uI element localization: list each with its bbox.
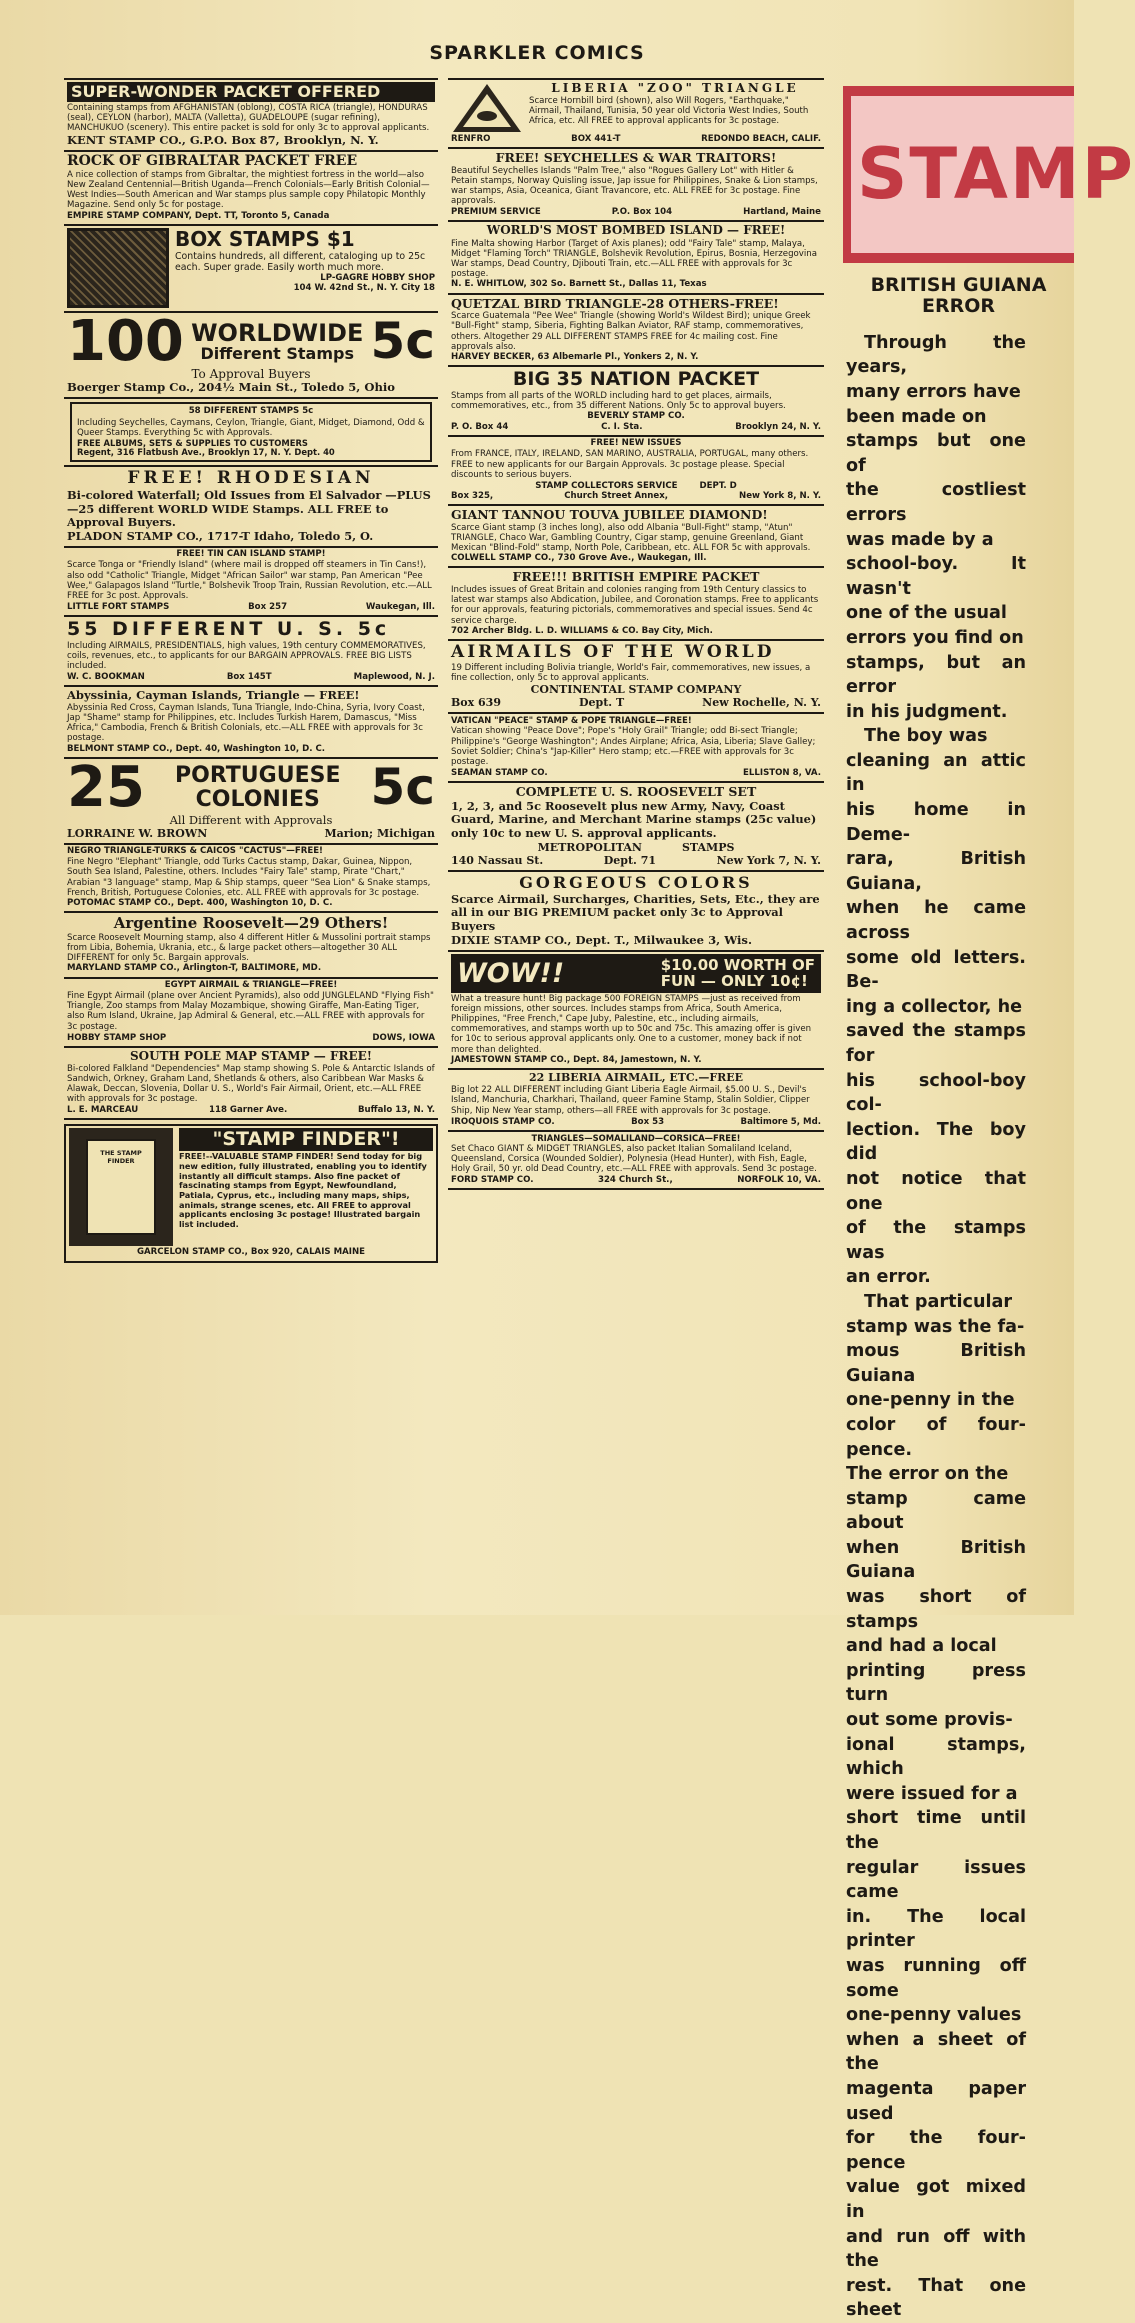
feature-text-line: lection. The boy did <box>846 1119 1026 1165</box>
price: 5c <box>370 757 435 816</box>
ad-title: ROCK OF GIBRALTAR PACKET FREE <box>67 152 358 169</box>
feature-text-line: magenta paper used <box>846 2078 1026 2124</box>
ad-footer <box>451 1117 821 1127</box>
ad-title: NEGRO TRIANGLE-TURKS & CAICOS "CACTUS"—FREE! <box>67 845 323 856</box>
ad-title: Abyssinia, Cayman Islands, Triangle — FREE! <box>67 688 360 703</box>
ad-south-pole <box>64 1048 438 1121</box>
ad-body: What a treasure hunt! Big package 500 FOREIGN STAMPS —just as received from foreign missions, other sources. Includes stamps from Africa, South America, Philippines, "Free French," Cape Juby, Palestine, etc., including airmails, commemoratives, and stamps worth up to 50c and 75c. This amazing offer is given for 10c to serious approval applicants only. One to a customer, money back if not more than delighted. <box>451 993 812 1055</box>
ad-body: Abyssinia Red Cross, Cayman Islands, Tuna Triangle, Indo-China, Syria, Ivory Coast, Jap "Shame" stamp for Philippines, etc. Includes Turkish Harem, Damascus, "Miss Africa," Cambodia, French & British Colonials, etc.—ALL FREE with approvals for 3c postage. <box>67 702 425 744</box>
ad-body: From FRANCE, ITALY, IRELAND, SAN MARINO, AUSTRALIA, PORTUGAL, many others. FREE to new applicants for our Bargain Approvals. 3c postage please. Special discounts to serious buyers. <box>451 449 809 480</box>
ad-body: Scarce Giant stamp (3 inches long), also odd Albania "Bull-Fight" stamp, "Atun" TRIANGLE, Chaco War, Gambling Country, Cigar stamp, genuine Greenland, Giant Mexican "Blind-Fold" stamp, North Pole, Caribbean, etc. ALL FOR 5c with approvals. <box>451 522 811 553</box>
footer-name: IROQUOIS STAMP CO. <box>451 1116 555 1127</box>
feature-text-line: his school-boy col- <box>846 1070 1026 1116</box>
feature-text-line: many errors have <box>846 381 1021 402</box>
feature-text-line: when British Guiana <box>846 1537 1026 1583</box>
ad-tagline-1: $10.00 WORTH OF <box>660 955 815 974</box>
ad-title: TRIANGLES—SOMALILAND—CORSICA—FREE! <box>531 1132 741 1143</box>
ad-bombed-island <box>448 222 824 294</box>
feature-text-line: errors you find on <box>846 627 1024 648</box>
left-ad-column <box>64 78 438 1263</box>
footer-name: SEAMAN STAMP CO. <box>451 768 548 779</box>
feature-text-line: short time until the <box>846 1808 1026 1853</box>
triangle-stamp-illustration <box>451 82 523 134</box>
ad-body: Including AIRMAILS, PRESIDENTIALS, high values, 19th century COMMEMORATIVES, coils, revenues, etc., to applicants for our BARGAIN APPROVALS. FREE BIG LISTS included. <box>67 640 426 672</box>
footer-box: 324 Church St., <box>597 1175 673 1186</box>
ad-footer: KENT STAMP CO., G.P.O. Box 87, Brooklyn, N. Y. <box>67 133 379 148</box>
footer-box: P.O. Box 104 <box>611 207 673 218</box>
ad-portuguese <box>64 754 438 845</box>
feature-text-line: one-penny in the <box>846 1390 1015 1411</box>
ad-tannou <box>448 506 824 569</box>
ad-title: SOUTH POLE MAP STAMP — FREE! <box>129 1048 373 1063</box>
ad-footer <box>451 768 821 778</box>
ad-body: Bi-colored Falkland "Dependencies" Map stamp showing S. Pole & Antarctic Islands of Sandwich, Orkney, Graham Land, Shetlands & others, also Caribbean War Masks & Alawak, Deccan, Slovenia, Dollar U. S., World's Fair Airmail, Orient, etc.—ALL FREE with approvals for 3c postage. <box>67 1063 435 1105</box>
ad-liberia-zoo <box>448 78 824 149</box>
ad-footer <box>451 134 821 144</box>
feature-text-line: stamps but one of <box>846 431 1026 476</box>
feature-title: BRITISH GUIANA <box>870 274 1047 296</box>
footer-box: Box 257 <box>248 602 288 612</box>
ad-title: 22 LIBERIA AIRMAIL, ETC.—FREE <box>528 1071 744 1085</box>
ad-footer <box>451 854 821 867</box>
ad-body: 19 Different including Bolivia triangle, World's Fair, commemoratives, new issues, a fine collection, only 5c to approval applicants. <box>451 662 811 683</box>
ad-footer: PLADON STAMP CO., 1717-T Idaho, Toledo 5, O. <box>67 529 374 544</box>
ad-title: WORLDWIDE <box>191 318 364 347</box>
feature-text-line: stamp was the fa- <box>846 1316 1025 1337</box>
footer-name: HOBBY STAMP SHOP <box>67 1032 167 1043</box>
footer-city: Brooklyn 24, N. Y. <box>735 421 821 432</box>
ad-abyssinia <box>64 687 438 759</box>
ad-footer <box>67 1033 435 1043</box>
ad-footer: JAMESTOWN STAMP CO., Dept. 84, Jamestown, N. Y. <box>451 1054 702 1065</box>
ad-title: Argentine Roosevelt—29 Others! <box>113 914 389 933</box>
masthead: SPARKLER COMICS <box>429 42 645 64</box>
ad-subtitle: Different Stamps <box>200 343 354 363</box>
footer-city: Hartland, Maine <box>743 207 821 218</box>
ad-footer: MARYLAND STAMP CO., Arlington-T, BALTIMORE, MD. <box>67 963 322 974</box>
ad-footer: DIXIE STAMP CO., Dept. T., Milwaukee 3, Wis. <box>451 933 752 948</box>
feature-text-line: ing a collector, he <box>846 996 1023 1017</box>
hornbill-bird-icon <box>477 111 497 121</box>
ad-body: Scarce Guatemala "Pee Wee" Triangle (showing World's Wildest Bird); unique Greek "Bull-Fight" stamp, Siberia, Fighting Balkan Aviator, RAF stamp, commemoratives, others. Altogether 29 ALL DIFFERENT STAMPS FREE for 4c mailing cost. Fine approvals also. <box>451 311 811 352</box>
big-number: 25 <box>67 754 145 820</box>
feature-text-line: an error. <box>846 1267 931 1288</box>
feature-text-line: the costliest errors <box>846 480 1026 525</box>
footer-city: Marion; Michigan <box>324 826 435 840</box>
feature-text-line: and had a local <box>846 1636 997 1657</box>
feature-text-line: saved the stamps for <box>846 1021 1026 1066</box>
feature-text-line: some old letters. Be- <box>846 947 1026 993</box>
footer-name: RENFRO <box>451 134 491 144</box>
feature-text-line: was short of stamps <box>846 1587 1026 1632</box>
ad-title: PORTUGUESE <box>175 763 341 789</box>
ad-title: QUETZAL BIRD TRIANGLE-28 OTHERS-FREE! <box>451 295 779 311</box>
ad-gibraltar <box>64 152 438 226</box>
footer-box: Church Street Annex, <box>564 490 669 501</box>
feature-text-line: his home in Deme- <box>846 800 1026 845</box>
ad-body: Set Chaco GIANT & MIDGET TRIANGLES, also packet Italian Somaliland Iceland, Queensland, Corsica (Wounded Soldier), Polynesia (Head Hunter), with Fish, Eagle, Holy Grail, 50 yr. old Dead Country, etc.—ALL FREE with approvals. Send 3c postage. <box>451 1143 817 1175</box>
ad-body: Big lot 22 ALL DIFFERENT including Giant Liberia Eagle Airmail, $5.00 U. S., Devil's Island, Manchuria, Charkhari, Thailand, queer Famine Stamp, Stalin Soldier, Clipper Ship, Nip New Year stamp, others—all FREE with approvals for 3c postage. <box>451 1085 810 1116</box>
ad-roosevelt <box>448 783 824 872</box>
ad-body: Scarce Roosevelt Mourning stamp, also 4 different Hitler & Mussolini portrait stamps from Libia, Bohemia, Ukrania, etc., & large packet others—altogether 30 ALL DIFFERENT for only 5c. Bargain approvals. <box>67 932 431 964</box>
footer-box: Box 145T <box>226 672 272 683</box>
footer-box: Dept. 71 <box>603 854 657 868</box>
footer-city: DOWS, IOWA <box>372 1032 435 1043</box>
stamp-finder-book <box>69 1128 173 1246</box>
feature-text-line: ional stamps, which <box>846 1734 1026 1780</box>
feature-text-line: school-boy. It wasn't <box>846 554 1026 599</box>
footer-city: Baltimore 5, Md. <box>740 1116 821 1127</box>
feature-text-line: of the stamps was <box>846 1218 1026 1263</box>
ad-title: LIBERIA "ZOO" TRIANGLE <box>551 81 799 95</box>
ad-footer: Boerger Stamp Co., 204½ Main St., Toledo 5, Ohio <box>67 380 396 395</box>
feature-text-line: Through the years, <box>846 332 1026 378</box>
footer-city: NORFOLK 10, VA. <box>737 1175 821 1186</box>
footer-box: C. I. Sta. <box>601 421 643 432</box>
ad-subtitle: COLONIES <box>195 786 320 812</box>
ad-title: FREE! SEYCHELLES & WAR TRAITORS! <box>495 150 777 165</box>
ad-body: 1, 2, 3, and 5c Roosevelt plus new Army, Navy, Coast Guard, Marine, and Merchant Marine stamps (25c value) only 10c to new U. S. approval applicants. <box>451 798 817 840</box>
footer-box: 118 Garner Ave. <box>208 1105 288 1116</box>
ad-company-line <box>451 841 821 854</box>
ad-title: 55 DIFFERENT U. S. 5c <box>67 618 391 640</box>
ad-body: Fine Negro "Elephant" Triangle, odd Turks Cactus stamp, Dakar, Guinea, Nippon, South Sea Island, Palestine, others. Includes "Fairy Tale" stamp, Pirate "Chart," Arabian "3 language" stamp, Map & Ship stamps, queer "Sea Lion" & Snake stamps, French, British, Portuguese Colonies, etc. ALL FREE with approvals for 3c postage. <box>67 857 431 898</box>
ad-58-different <box>64 402 438 467</box>
ad-tin-can <box>64 548 438 617</box>
ad-title: FREE! RHODESIAN <box>127 468 375 489</box>
footer-box: Box 53 <box>631 1116 665 1127</box>
ad-title: GORGEOUS COLORS <box>519 873 753 893</box>
footer-city: REDONDO BEACH, CALIF. <box>701 134 821 144</box>
ad-footer: COLWELL STAMP CO., 730 Grove Ave., Waukegan, Ill. <box>451 552 707 563</box>
feature-text-line: was running off some <box>846 1955 1026 2001</box>
ad-title: "STAMP FINDER"! <box>179 1128 433 1151</box>
ad-body: Contains hundreds, all different, cataloging up to 25c each. Super grade. Easily worth much more. <box>175 251 426 274</box>
ad-title: GIANT TANNOU TOUVA JUBILEE DIAMOND! <box>451 506 768 522</box>
ad-big-35 <box>448 367 824 437</box>
company-name-2: STAMPS <box>681 841 735 855</box>
ad-seychelles <box>448 149 824 222</box>
footer-name: L. E. MARCEAU <box>67 1105 139 1116</box>
ad-footer <box>451 696 821 709</box>
footer-box: BOX 441-T <box>571 134 621 144</box>
ad-box-stamps <box>64 226 438 313</box>
ad-footer <box>451 207 821 217</box>
ad-liberia-airmail <box>448 1070 824 1132</box>
ad-free-line: FREE ALBUMS, SETS & SUPPLIES TO CUSTOMERS <box>77 437 308 448</box>
feature-text-line: rara, British Guiana, <box>846 849 1026 894</box>
footer-name: LORRAINE W. BROWN <box>67 826 208 840</box>
ad-quetzal <box>448 295 824 368</box>
ad-shop: LP-GAGRE HOBBY SHOP <box>320 273 435 284</box>
feature-text-line: value got mixed in <box>846 2177 1026 2222</box>
ad-title: COMPLETE U. S. ROOSEVELT SET <box>515 784 757 800</box>
ad-title: BOX STAMPS $1 <box>175 227 355 252</box>
company-name: METROPOLITAN <box>537 841 642 855</box>
ad-negro-triangle <box>64 845 438 913</box>
ad-footer <box>451 422 821 432</box>
footer-name: PREMIUM SERVICE <box>451 207 541 218</box>
footer-name: Box 325, <box>451 490 494 501</box>
feature-text-line: when a sheet of the <box>846 2029 1026 2075</box>
ad-worldwide <box>64 309 438 399</box>
ad-body: FREE!--VALUABLE STAMP FINDER! Send today for big new edition, fully illustrated, enabling you to identify instantly all difficult stamps. Also fine packet of fascinating stamps from Egypt, Newfoundland, Patiala, Cyprus, etc., including many maps, ships, animals, strange scenes, etc. All FREE to approval applicants enclosing 3c postage! Illustrated bargain list included. <box>179 1151 427 1229</box>
ad-british-empire <box>448 568 824 641</box>
ad-body: Scarce Hornbill bird (shown), also Will Rogers, "Earthquake," Airmail, Thailand, Tunisia, 50 year old Victoria West Indies, South Africa, etc. All FREE to approval applicants for 3c postage. <box>529 96 809 127</box>
stamp-feature-column <box>843 86 1135 2323</box>
ad-body: Includes issues of Great Britain and colonies ranging from 19th Century classics to latest war stamps also Abdication, Jubilee, and Coronation stamps. Free to applicants for our approvals, featuring pictorials, commemoratives and special issues. Send 4c service charge. <box>451 585 819 626</box>
feature-text-line: color of four-pence. <box>846 1414 1026 1460</box>
ad-body: Scarce Airmail, Surcharges, Charities, Sets, Etc., they are all in our BIG PREMIUM packet only 3c to Approval Buyers <box>451 891 820 933</box>
ad-new-issues <box>448 437 824 506</box>
ad-footer <box>451 491 821 501</box>
ad-55-us <box>64 617 438 687</box>
feature-text-line: regular issues came <box>846 1857 1026 1903</box>
ad-company: CONTINENTAL STAMP COMPANY <box>530 683 742 697</box>
ad-company-line <box>451 481 821 491</box>
ad-footer: BELMONT STAMP CO., Dept. 40, Washington 10, D. C. <box>67 743 326 754</box>
ad-stamp-finder <box>64 1124 438 1262</box>
feature-text-line: and run off with the <box>846 2226 1026 2272</box>
ad-rhodesian <box>64 467 438 548</box>
ad-super-wonder <box>64 78 438 152</box>
ad-body: Scarce Tonga or "Friendly Island" (where mail is dropped off steamers in Tin Cans!), also odd "Catholic" Triangle, Midget "African Sailor" war stamp, Pan American "Pee Wee," Galapagos Island "Turtle," Bolshevik Troop Train, Russian Revolution, etc.—ALL FREE for 3c post. Approvals. <box>67 560 432 601</box>
ad-body: Fine Malta showing Harbor (Target of Axis planes); odd "Fairy Tale" stamp, Malaya, Midget "Flaming Torch" TRIANGLE, Bolshevik Revolution, Epirus, Bosnia, Herzegovina War stamps, Dead Country, Djibouti Train, etc.—ALL FREE with approvals for 3c postage. <box>451 238 817 279</box>
ad-footer: POTOMAC STAMP CO., Dept. 400, Washington 10, D. C. <box>67 897 333 908</box>
ad-title: SUPER-WONDER PACKET OFFERED <box>67 82 435 102</box>
footer-city: New York 8, N. Y. <box>739 490 821 501</box>
footer-box: Dept. T <box>579 696 625 710</box>
feature-text-line: one of the usual <box>846 603 1007 624</box>
footer-name: P. O. Box 44 <box>451 421 509 432</box>
feature-text-line: rest. That one sheet <box>846 2275 1026 2321</box>
feature-text-line: when he came across <box>846 898 1026 944</box>
ad-footer <box>451 1175 821 1185</box>
footer-city: Buffalo 13, N. Y. <box>357 1105 435 1116</box>
ad-footer: GARCELON STAMP CO., Box 920, CALAIS MAINE <box>136 1247 366 1258</box>
feature-text-line: been made on <box>846 406 987 427</box>
footer-name: FORD STAMP CO. <box>451 1175 534 1186</box>
ad-footer: 104 W. 42nd St., N. Y. City 18 <box>293 282 435 293</box>
ad-airmails <box>448 641 824 714</box>
ad-gorgeous-colors <box>448 872 824 952</box>
feature-text-line: stamps, but an error <box>846 652 1026 698</box>
feature-text-line: The error on the <box>846 1464 1009 1485</box>
ad-sub: To Approval Buyers <box>191 367 311 382</box>
ad-title: EGYPT AIRMAIL & TRIANGLE—FREE! <box>164 979 338 990</box>
ad-footer: 702 Archer Bldg. L. D. WILLIAMS & CO. Bay City, Mich. <box>451 625 713 636</box>
ad-body: Vatican showing "Peace Dove"; Pope's "Holy Grail" Triangle; odd Bi-sect Triangle; Philippine's "George Washington"; Andes Airplane; Africa, Asia, Liberia; Slave Galley; Soviet Soldier; China's "Jap-Killer" Hero stamp; etc.—FREE with approvals for 3c postage. <box>451 726 816 767</box>
feature-text-line: not notice that one <box>846 1168 1026 1214</box>
big-number: 100 <box>67 309 184 375</box>
ad-company: BEVERLY STAMP CO. <box>587 411 685 422</box>
ad-footer <box>67 827 435 840</box>
ad-tagline-2: FUN — ONLY 10¢! <box>660 972 808 991</box>
ad-body: A nice collection of stamps from Gibraltar, the mightiest fortress in the world—also New Zealand Centennial—British Uganda—French Colonials—Early British Colonial—West Indies—South American and War stamps plus sample copy Philatopic Monthly Magazine. Send only 5c for postage. <box>67 170 430 211</box>
ad-body: Beautiful Seychelles Islands "Palm Tree," also "Rogues Gallery Lot" with Hitler & Petain stamps, Norway Quisling issue, Jap issue for Philippines, Snake & Lion stamps, war stamps, Asia, Oceanica, Giant Travancore, etc. ALL FREE for 3c postage. Fine approvals. <box>451 165 818 207</box>
stamp-banner <box>843 86 1135 263</box>
company-name: STAMP COLLECTORS SERVICE <box>535 480 678 491</box>
ad-footer: Regent, 316 Flatbush Ave., Brooklyn 17, N. Y. Dept. 40 <box>77 447 335 458</box>
banner-title: STAMP <box>857 133 1135 215</box>
feature-text-line: in. The local printer <box>846 1906 1026 1952</box>
footer-name: W. C. BOOKMAN <box>67 672 145 683</box>
feature-text-line: one-penny values <box>846 2005 1022 2026</box>
ad-title: 58 DIFFERENT STAMPS 5c <box>188 406 314 417</box>
ad-title: FREE!!! BRITISH EMPIRE PACKET <box>512 569 760 585</box>
ad-footer <box>67 672 435 682</box>
footer-name: 140 Nassau St. <box>451 854 544 868</box>
company-dept: DEPT. D <box>699 480 737 491</box>
feature-text-line: for the four-pence <box>846 2128 1026 2173</box>
ad-footer: N. E. WHITLOW, 302 So. Barnett St., Dallas 11, Texas <box>451 279 707 290</box>
ad-footer: EMPIRE STAMP COMPANY, Dept. TT, Toronto 5, Canada <box>67 210 330 221</box>
ad-title: WOW!! <box>457 957 565 989</box>
ad-body: Including Seychelles, Caymans, Ceylon, Triangle, Giant, Midget, Diamond, Odd & Queer Stamps. Everything 5c with Approvals. <box>77 417 425 438</box>
footer-city: Waukegan, Ill. <box>365 602 435 612</box>
stamp-box-illustration <box>67 228 169 308</box>
footer-city: New York 7, N. Y. <box>716 854 821 868</box>
price: 5c <box>370 311 435 370</box>
ad-wow <box>448 952 824 1070</box>
ad-footer <box>67 1105 435 1115</box>
feature-text-line: in his judgment. <box>846 701 1008 722</box>
middle-ad-column <box>448 78 824 1190</box>
feature-text-line: mous British Guiana <box>846 1341 1026 1386</box>
ad-body: Bi-colored Waterfall; Old Issues from El Salvador —PLUS—25 different WORLD WIDE Stamps. ALL FREE to Approval Buyers. <box>67 488 431 529</box>
ad-sub: All Different with Approvals <box>169 813 333 828</box>
ad-footer: HARVEY BECKER, 63 Albemarle Pl., Yonkers 2, N. Y. <box>451 351 699 362</box>
footer-city: ELLISTON 8, VA. <box>743 768 821 779</box>
feature-text-line: were issued for a <box>846 1783 1018 1804</box>
ad-vatican <box>448 714 824 783</box>
ad-body: Stamps from all parts of the WORLD including hard to get places, airmails, commemoratives, etc., from 35 different Nations. Only 5c to approval buyers. <box>451 391 786 412</box>
feature-text-line: That particular <box>864 1291 1013 1312</box>
feature-text <box>843 331 1029 2323</box>
ad-title: WORLD'S MOST BOMBED ISLAND — FREE! <box>486 223 786 238</box>
ad-footer <box>67 602 435 612</box>
ad-title: FREE! TIN CAN ISLAND STAMP! <box>176 548 326 559</box>
footer-name: LITTLE FORT STAMPS <box>67 602 170 612</box>
footer-city: New Rochelle, N. Y. <box>702 696 821 710</box>
ad-somaliland <box>448 1132 824 1191</box>
feature-text-line: out some provis- <box>846 1710 1013 1731</box>
ad-body: Fine Egypt Airmail (plane over Ancient Pyramids), also odd JUNGLELAND "Flying Fish" Triangle, Zoo stamps from Malay Mozambique, showing Giraffe, Man-Eating Tiger, also Rum Island, Ukraine, Jap Admiral & General, etc.—ALL FREE with approvals for 3c postage. <box>67 991 434 1032</box>
feature-subtitle: ERROR <box>921 294 996 317</box>
ad-title: BIG 35 NATION PACKET <box>512 368 760 391</box>
book-cover: THE STAMP FINDER <box>86 1139 156 1235</box>
ad-title: AIRMAILS OF THE WORLD <box>451 642 775 663</box>
ad-title: VATICAN "PEACE" STAMP & POPE TRIANGLE—FREE! <box>451 715 692 726</box>
ad-argentine <box>64 913 438 978</box>
ad-body: Containing stamps from AFGHANISTAN (oblong), COSTA RICA (triangle), HONDURAS (seal), CEYLON (harbor), MALTA (Valletta), GUADELOUPE (sugar refining), MANCHUKUO (scenery). This entire packet is sold for only 3c to approval applicants. <box>67 102 430 133</box>
ad-egypt <box>64 979 438 1048</box>
feature-text-line: The boy was <box>864 726 988 747</box>
footer-name: Box 639 <box>451 696 501 710</box>
feature-text-line: cleaning an attic in <box>846 750 1026 796</box>
footer-city: Maplewood, N. J. <box>353 672 435 683</box>
feature-text-line: stamp came about <box>846 1488 1026 1534</box>
feature-text-line: was made by a <box>846 529 994 550</box>
ad-title: FREE! NEW ISSUES <box>590 437 682 448</box>
feature-text-line: printing press turn <box>846 1660 1026 1706</box>
wow-banner <box>451 954 821 993</box>
